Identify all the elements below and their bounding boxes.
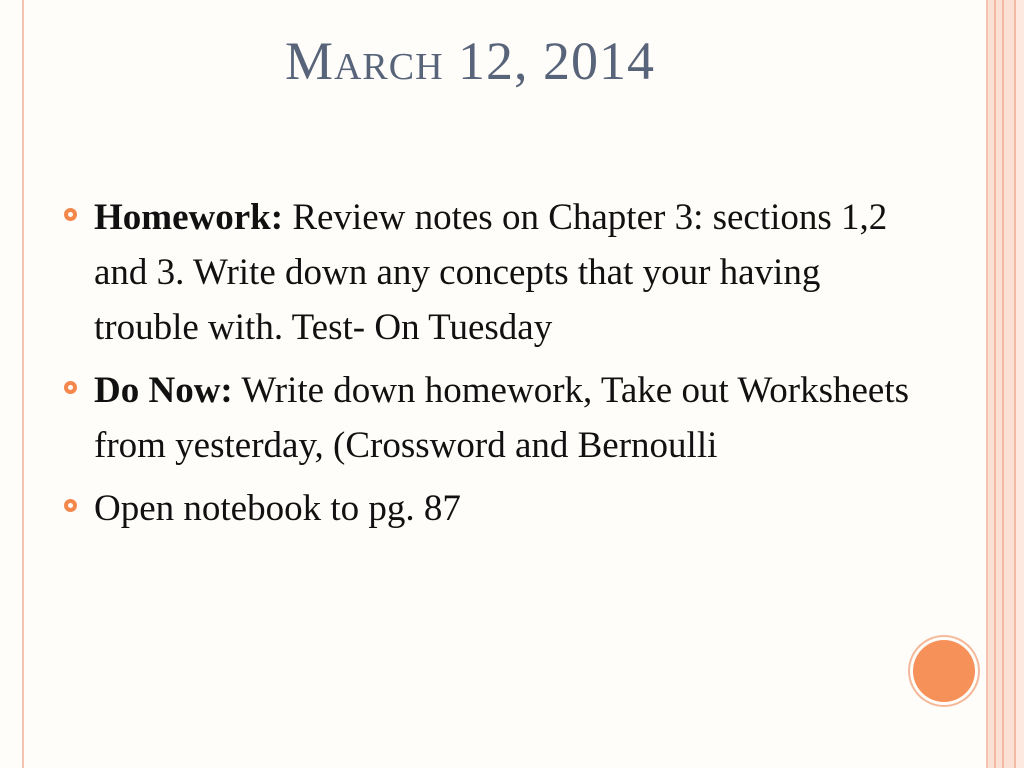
bullet-label: Homework: xyxy=(94,197,284,238)
ring-bullet-icon xyxy=(64,499,77,512)
orange-circle-decoration xyxy=(913,640,975,702)
bullet-item-homework xyxy=(62,190,922,355)
ring-bullet-icon xyxy=(64,381,77,394)
bullet-item-notebook xyxy=(62,481,922,536)
bullet-text: Write down homework, Take out Worksheets from yesterday, (Crossword and Bernoulli xyxy=(94,370,910,466)
ring-bullet-icon xyxy=(64,208,77,221)
decorative-stripe xyxy=(1004,0,1014,768)
decorative-stripe xyxy=(1016,0,1024,768)
bullet-label: Do Now: xyxy=(94,370,233,411)
bullet-text: Review notes on Chapter 3: sections 1,2 and 3. Write down any concepts that your having trouble with. Test- On Tuesday xyxy=(94,197,888,348)
bullet-item-do-now xyxy=(62,363,922,473)
bullet-list xyxy=(62,190,922,544)
bullet-text: Open notebook to pg. 87 xyxy=(94,488,461,529)
slide-title: March 12, 2014 xyxy=(284,31,656,91)
